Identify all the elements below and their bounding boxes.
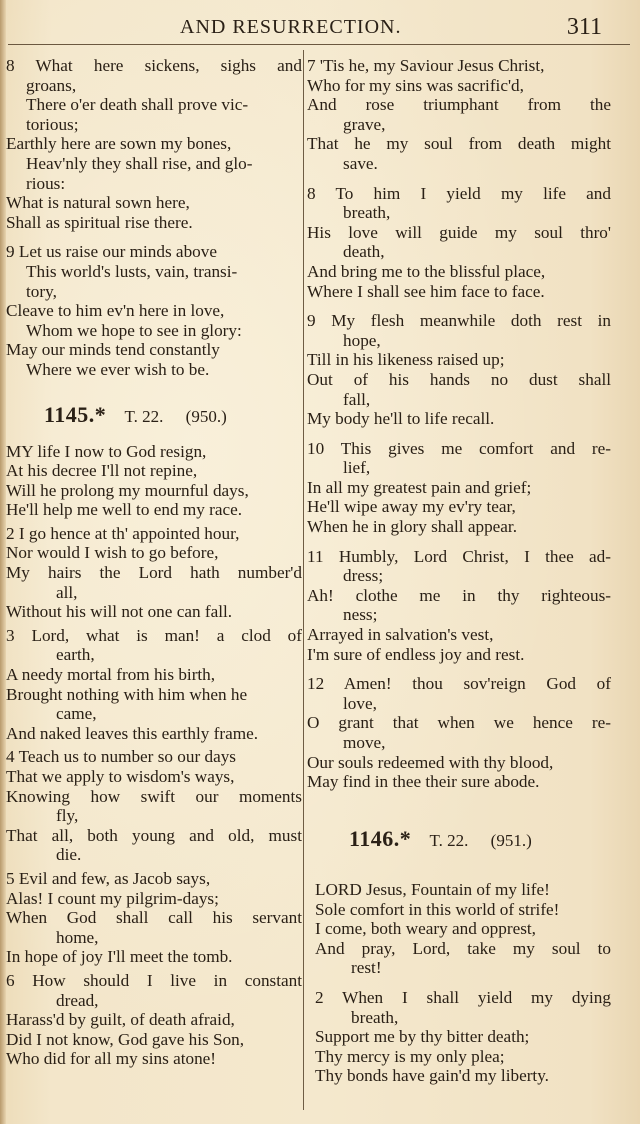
tune-number: T. 22. [429, 831, 469, 850]
verse [307, 184, 611, 302]
verse-line: Did I not know, God gave his Son, [6, 1029, 245, 1049]
verse-line: groans, [26, 75, 77, 95]
verse-line: lief, [343, 458, 371, 478]
verse-line: 4 Teach us to number so our days [6, 747, 236, 767]
verse [6, 524, 302, 622]
verse-line: home, [56, 927, 99, 947]
verse-line: MY life I now to God resign, [6, 441, 207, 461]
verse-line: When God shall call his servant [6, 908, 302, 928]
verse [6, 56, 302, 232]
verse-line: Who did for all my sins atone! [6, 1049, 217, 1069]
verse-line: save. [343, 153, 378, 173]
page-header [0, 14, 640, 44]
verse [6, 971, 302, 1069]
verse-line: tory, [26, 281, 57, 301]
verse-line: dress; [343, 566, 384, 586]
verse-line: Out of his hands no dust shall [307, 369, 611, 389]
verse-line: My body he'll to life recall. [307, 409, 495, 429]
verse-line: death, [343, 242, 385, 262]
verse-line: move, [343, 733, 386, 752]
verse-line: Cleave to him ev'n here in love, [6, 301, 225, 321]
verse-line: At his decree I'll not repine, [6, 461, 198, 481]
header-rule [8, 44, 630, 45]
hymn-heading [6, 402, 302, 428]
verse-line: 8 To him I yield my life and [307, 183, 611, 203]
verse-line: I come, both weary and opprest, [315, 919, 536, 939]
running-head: AND RESURRECTION. [180, 16, 402, 38]
column-divider [303, 50, 304, 1110]
verse-line: Our souls redeemed with thy blood, [307, 752, 554, 772]
left-column [6, 56, 302, 1069]
verse-line: 2 When I shall yield my dying [315, 987, 611, 1007]
hymn-reference: (950.) [185, 406, 227, 426]
verse [307, 311, 611, 429]
verse-line: My hairs the Lord hath number'd [6, 563, 302, 583]
verse-line: love, [343, 693, 377, 713]
verse-line: 10 This gives me comfort and re- [307, 438, 611, 458]
verse-line: Whom we hope to see in glory: [26, 320, 242, 340]
verse-line: Thy bonds have gain'd my liberty. [315, 1066, 549, 1086]
verse [6, 869, 302, 967]
verse-line: hope, [343, 330, 381, 350]
hymn-heading [307, 826, 611, 852]
right-column-hymn-1146 [307, 826, 611, 1086]
verse [6, 442, 302, 520]
verse-line: That he my soul from death might [307, 134, 611, 154]
verse-line: 11 Humbly, Lord Christ, I thee ad- [307, 546, 611, 566]
verse-line: Without his will not one can fall. [6, 602, 233, 622]
hymn-number: 1145.* [44, 401, 107, 427]
verse-line: Will he prolong my mournful days, [6, 480, 249, 500]
verse-line: fly, [56, 806, 79, 826]
verse-line: Harass'd by guilt, of death afraid, [6, 1010, 235, 1030]
page-number: 311 [566, 14, 602, 40]
verse [307, 439, 611, 537]
verse-line: 6 How should I live in constant [6, 970, 302, 990]
verse-line: Support me by thy bitter death; [315, 1027, 530, 1047]
verse-line: May find in thee their sure abode. [307, 772, 540, 792]
verse-line: In all my greatest pain and grief; [307, 477, 532, 497]
verse-line: And rose triumphant from the [307, 95, 611, 115]
verse-line: dread, [56, 990, 99, 1010]
verse-line: He'll wipe away my ev'ry tear, [307, 497, 516, 517]
verse-line: grave, [343, 114, 386, 134]
verse-line: I'm sure of endless joy and rest. [307, 644, 525, 664]
verse-line: rious: [26, 173, 66, 193]
verse [307, 56, 611, 174]
verse-line: That all, both young and old, must [6, 825, 302, 845]
verse-line: And bring me to the blissful place, [307, 261, 546, 281]
verse-line: Alas! I count my pilgrim-days; [6, 888, 219, 908]
verse-line: Till in his likeness raised up; [307, 350, 505, 370]
verse-line: 3 Lord, what is man! a clod of [6, 625, 302, 645]
verse-line: O grant that when we hence re- [307, 713, 611, 733]
verse-line: 5 Evil and few, as Jacob says, [6, 868, 211, 888]
verse-line: A needy mortal from his birth, [6, 665, 216, 685]
verse-line: rest! [351, 958, 382, 978]
verse-line: And pray, Lord, take my soul to [315, 938, 611, 958]
verse-line: There o'er death shall prove vic- [26, 95, 249, 115]
verse [315, 880, 611, 978]
right-column [307, 56, 611, 792]
hymn-number: 1146.* [349, 826, 412, 851]
verse-line: ness; [343, 605, 378, 625]
verse-line: Shall as spiritual rise there. [6, 212, 193, 232]
verse-line: torious; [26, 114, 79, 134]
tune-number: T. 22. [124, 406, 164, 426]
verse-line: When he in glory shall appear. [307, 517, 518, 537]
verse-line: This world's lusts, vain, transi- [26, 261, 238, 281]
verse-line: die. [56, 845, 82, 865]
verse [307, 674, 611, 792]
verse-line: breath, [351, 1007, 399, 1027]
verse [6, 242, 302, 379]
verse-line: Ah! clothe me in thy righteous- [307, 585, 611, 605]
verse-line: May our minds tend constantly [6, 340, 220, 360]
verse-line: Heav'nly they shall rise, and glo- [26, 153, 253, 173]
verse-line: Knowing how swift our moments [6, 786, 302, 806]
verse-line: fall, [343, 389, 371, 409]
verse-line: Arrayed in salvation's vest, [307, 625, 494, 645]
verse-line: In hope of joy I'll meet the tomb. [6, 947, 233, 967]
hymn-reference: (951.) [490, 831, 532, 850]
verse [315, 988, 611, 1086]
verse-line: Who for my sins was sacrific'd, [307, 75, 524, 95]
verse-line: Thy mercy is my only plea; [315, 1046, 505, 1066]
verse-line: 8 What here sickens, sighs and [6, 56, 302, 75]
verse [6, 626, 302, 744]
verse-line: And naked leaves this earthly frame. [6, 723, 258, 743]
verse-line: breath, [343, 203, 391, 223]
verse-line: Nor would I wish to go before, [6, 543, 219, 563]
verse-line: He'll help me well to end my race. [6, 500, 243, 520]
verse-line: 2 I go hence at th' appointed hour, [6, 523, 240, 543]
verse-line: LORD Jesus, Fountain of my life! [315, 880, 550, 899]
verse [6, 747, 302, 865]
verse [307, 547, 611, 665]
verse-line: That we apply to wisdom's ways, [6, 767, 235, 786]
verse-line: all, [56, 582, 78, 602]
verse-line: 12 Amen! thou sov'reign God of [307, 674, 611, 694]
verse-line: came, [56, 704, 97, 724]
verse-line: His love will guide my soul thro' [307, 222, 611, 242]
verse-line: Earthly here are sown my bones, [6, 134, 232, 154]
verse-line: Where we ever wish to be. [26, 359, 210, 379]
verse-line: 9 My flesh meanwhile doth rest in [307, 311, 611, 331]
verse-line: Brought nothing with him when he [6, 684, 248, 704]
verse-line: earth, [56, 645, 95, 665]
verse-line: Sole comfort in this world of strife! [315, 899, 560, 919]
verse-line: What is natural sown here, [6, 193, 190, 213]
verse-line: 7 'Tis he, my Saviour Jesus Christ, [307, 56, 545, 75]
verse-line: 9 Let us raise our minds above [6, 242, 217, 262]
verse-line: Where I shall see him face to face. [307, 281, 545, 301]
